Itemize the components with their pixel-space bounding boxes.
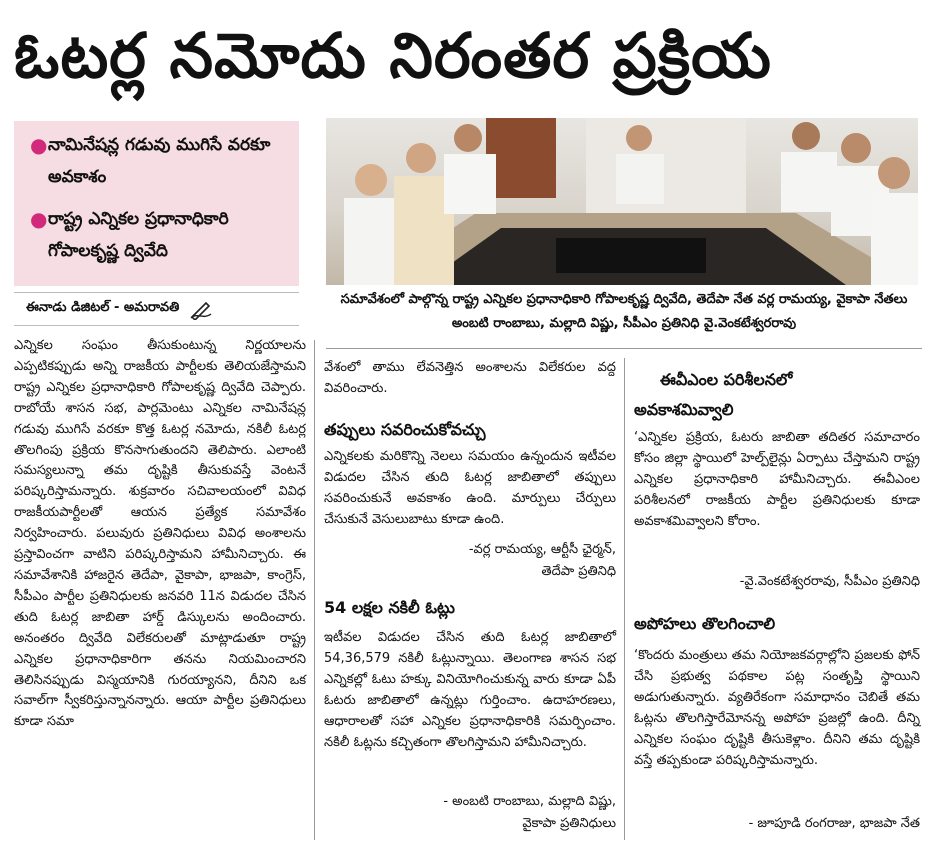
bullet-icon: ● — [30, 207, 48, 231]
fake-votes-attribution-role: వైకాపా ప్రతినిధులు — [522, 816, 616, 831]
pen-icon — [189, 298, 213, 320]
column-divider — [624, 358, 625, 840]
meeting-photo — [326, 118, 918, 285]
highlight-item — [30, 203, 289, 267]
photo-caption: సమావేశంలో పాల్గొన్న రాష్ట్ర ఎన్నికల ప్రధానాధికారి గోపాలకృష్ణ ద్వివేది, తెదేపా నేత వర్ల రామయ్య, వైకాపా నేతలు అంబటి రాంబాబు, మల్లాది విష్ణు, సీపీఎం ప్రతినిధి వై.వెంకటేశ్వరరావు — [340, 292, 908, 331]
subhead-evm: ఈవీఎంల పరిశీలనలో — [660, 370, 793, 389]
highlights-box — [14, 121, 299, 286]
subhead-evm-line2: అవకాశమివ్వాలి — [634, 400, 734, 419]
mistakes-attribution-role: తెదేపా ప్రతినిధి — [541, 564, 616, 579]
headline: ఓటర్ల నమోదు నిరంతర ప్రక్రియ — [14, 19, 772, 92]
subhead-fake-votes: 54 లక్షల నకిలీ ఓట్లు — [324, 598, 455, 617]
bullet-icon: ● — [30, 133, 48, 157]
highlight-text: నామినేషన్ల గడువు ముగిసే వరకూ అవకాశం — [48, 135, 271, 187]
highlight-text: రాష్ట్ర ఎన్నికల ప్రధానాధికారి గోపాలకృష్ణ ద్వివేది — [48, 209, 229, 261]
evm-attribution: -వై.వెంకటేశ్వరరావు, సీపీఎం ప్రతినిధి — [739, 574, 920, 589]
fake-votes-text: ఇటీవల విడుదల చేసిన తుది ఓటర్ల జాబితాలో 54,36,579 నకిలీ ఓట్లున్నాయి. తెలంగాణ శాసన సభ ఎన్నికల్లో ఓటు హక్కు వినియోగించుకున్న వారు కూడా ఏపీ ఓటరు జాబితాలో ఉన్నట్లు గుర్తించాం. ఉదాహరణలు, ఆధారాలతో సహా ఎన్నికల ప్రధానాధికారికి సమర్పించాం. నకిలీ ఓట్లను కచ్చితంగా తొలగిస్తామని హామీనిచ్చారు. — [324, 630, 616, 750]
column-1-text: ఎన్నికల సంఘం తీసుకుంటున్న నిర్ణయాలను ఎప్పటికప్పుడు అన్ని రాజకీయ పార్టీలకు తెలియజేస్తామని రాష్ట్ర ఎన్నికల ప్రధానాధికారి గోపాలకృష్ణ ద్వివేది చెప్పారు. రాబోయే శాసన సభ, పార్లమెంటు ఎన్నికల నామినేషన్ల గడువు ముగిసే వరకూ కొత్త ఓటర్ల నమోదు, నకిలీ ఓటర్ల తొలగింపు ప్రక్రియ కొనసాగుతుందని తెలిపారు. ఎలాంటి సమస్యలున్నా తమ దృష్టికి తీసుకువస్తే వెంటనే పరిష్కరిస్తామన్నారు. శుక్రవారం సచివాలయంలో వివిధ రాజకీయపార్టీలతో ఆయన ప్రత్యేక సమావేశం నిర్వహించారు. పలువురు ప్రతినిధులు వివిధ అంశాలను ప్రస్తావించగా వాటిని పరిష్కరిస్తామని హామీనిచ్చారు. ఈ సమావేశానికి హాజరైన తెదేపా, వైకాపా, భాజపా, కాంగ్రెస్, సీపీఎం పార్టీల ప్రతినిధులకు జనవరి 11న విడుదల చేసిన తుది ఓటర్ల జాబితా హార్డ్ డిస్కులను అందించారు. అనంతరం ద్వివేది విలేకరులతో మాట్లాడుతూ రాష్ట్ర ఎన్నికల ప్రధానాధికారిగా తనను నియమించారని తెలిసినప్పుడు విస్మయానికి గురయ్యానని, దీనిని ఒక సవాల్‌గా స్వీకరిస్తున్నానన్నారు. ఆయా పార్టీల ప్రతినిధులు కూడా సమా — [14, 338, 306, 730]
column-divider — [314, 340, 315, 840]
column-2-lead: వేశంలో తాము లేవనెత్తిన అంశాలను విలేకరుల వద్ద వివరించారు. — [324, 360, 616, 396]
rumours-text: ‘కొందరు మంత్రులు తమ నియోజకవర్గాల్లోని ప్రజలకు ఫోన్ చేసి ప్రభుత్వ పథకాల పట్ల సంతృప్తి స్థాయిని అడుగుతున్నారు. వ్యతిరేకంగా సమాధానం చెబితే తమ ఓట్లను తొలగిస్తారేమోనన్న అపోహ ప్రజల్లో ఉంది. దీన్ని ఎన్నికల సంఘం దృష్టికి తీసుకెళ్లాం. దీనిని తమ దృష్టికి వస్తే తప్పకుండా పరిష్కరిస్తామన్నారు. — [634, 648, 920, 768]
evm-text: ‘ఎన్నికల ప్రక్రియ, ఓటరు జాబితా తదితర సమాచారం కోసం జిల్లా స్థాయిలో హెల్ప్‌లైన్లు ఏర్పాటు చేస్తామని రాష్ట్ర ఎన్నికల ప్రధానాధికారి హామీనిచ్చారు. ఈవీఎంల పరిశీలనలో రాజకీయ పార్టీల ప్రతినిధులకు కూడా అవకాశమివ్వాలని కోరాం. — [634, 430, 920, 529]
byline: ఈనాడు డిజిటల్ - అమరావతి — [26, 300, 180, 315]
mistakes-attribution: -వర్ల రామయ్య, ఆర్టీసీ ఛైర్మన్, — [468, 542, 616, 557]
mistakes-text: ఎన్నికలకు మరికొన్ని నెలలు సమయం ఉన్నందున ఇటీవల విడుదల చేసిన తుది ఓటర్ల జాబితాలో తప్పులు సవరించుకునే అవకాశం ఉంది. మార్పులు చేర్పులు చేసుకునే వెసులుబాటు కూడా ఉంది. — [324, 449, 616, 527]
highlight-item — [30, 129, 289, 193]
rumours-attribution: - జూపూడి రంగరాజు, భాజపా నేత — [748, 816, 920, 831]
subhead-rumours: అపోహలు తొలగించాలి — [634, 614, 776, 633]
fake-votes-attribution: - అంబటి రాంబాబు, మల్లాది విష్ణు, — [443, 794, 616, 809]
section-divider — [326, 348, 922, 349]
subhead-mistakes: తప్పులు సవరించుకోవచ్చు — [324, 420, 486, 439]
byline-bar — [14, 292, 299, 326]
